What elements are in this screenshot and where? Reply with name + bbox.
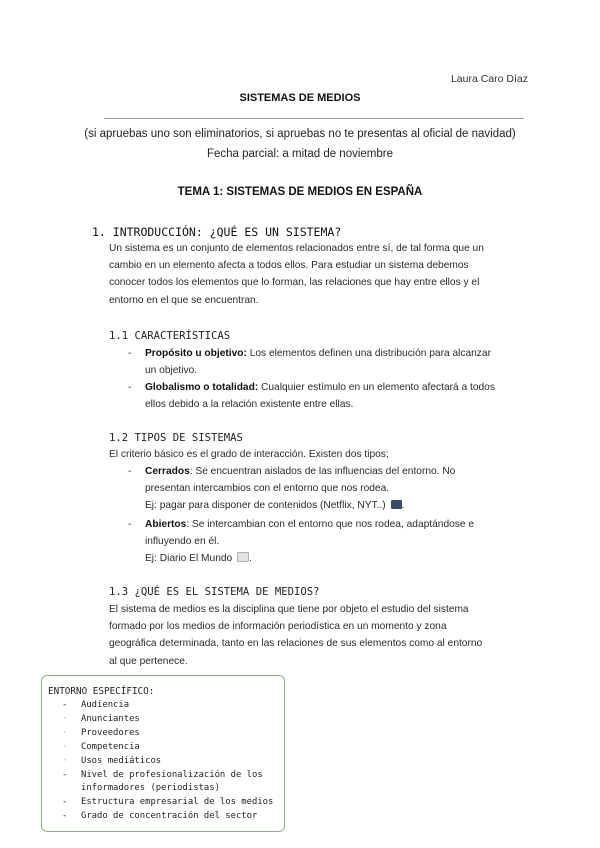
- section-1-heading: 1. INTRODUCCIÓN: ¿QUÉ ES UN SISTEMA?: [92, 225, 342, 239]
- bullet-label: Abiertos: [145, 519, 187, 530]
- document-title: SISTEMAS DE MEDIOS: [239, 92, 361, 104]
- entorno-item-text: Proveedores: [81, 727, 140, 738]
- paragraph-line: cambio en un elemento afecta a todos ellos. Para estudiar un sistema debemos: [109, 260, 469, 272]
- section-1-3-heading: 1.3 ¿QUÉ ES EL SISTEMA DE MEDIOS?: [109, 586, 320, 598]
- list-marker: -: [62, 700, 68, 710]
- exam-note: (si apruebas uno son eliminatorios, si apruebas no te presentas al oficial de navidad): [84, 128, 516, 140]
- exam-date: Fecha parcial: a mitad de noviembre: [206, 148, 393, 160]
- entorno-item-text: Nivel de profesionalización de los: [81, 769, 263, 780]
- bullet-label: Propósito u objetivo:: [145, 348, 247, 359]
- tema-heading: TEMA 1: SISTEMAS DE MEDIOS EN ESPAÑA: [177, 186, 423, 198]
- bullet-globalismo: [128, 379, 495, 413]
- television-icon: [391, 500, 402, 509]
- entorno-item: [62, 782, 273, 796]
- dash-marker: -: [128, 348, 132, 359]
- bullet-example: Ej: Diario El Mundo: [145, 553, 233, 565]
- bullet-continuation: influyendo en él.: [145, 536, 220, 548]
- bullet-text: : Se intercambian con el entorno que nos rodea, adaptándose e: [186, 519, 475, 530]
- entorno-item-text: Grado de concentración del sector: [81, 811, 258, 822]
- list-marker: ·: [62, 727, 68, 738]
- bullet-continuation: presentan intercambios con el entorno que nos rodea.: [145, 483, 390, 495]
- bullet-text: Cualquier estímulo en un elemento afectará a todos: [258, 382, 495, 393]
- entorno-item: [62, 810, 273, 824]
- paragraph-line: geográfica determinada, tanto en las relaciones de sus elementos como al entorno: [109, 638, 483, 650]
- entorno-item: [62, 727, 273, 741]
- entorno-item-text: Competencia: [81, 741, 140, 752]
- list-marker: -: [62, 811, 68, 822]
- dash-marker: -: [128, 382, 132, 393]
- title-divider: [104, 118, 524, 119]
- period: .: [401, 500, 405, 512]
- paragraph-line: entorno en el que se encuentran.: [109, 294, 259, 306]
- paragraph-line: conocer todos los elementos que lo forman, las relaciones que hay entre ellos y el: [109, 277, 480, 289]
- entorno-item: [62, 699, 273, 713]
- paragraph-line: al que pertenece.: [109, 655, 188, 667]
- section-1-paragraph: [109, 240, 484, 309]
- bullet-proposito: [128, 345, 491, 379]
- bullet-continuation: un objetivo.: [145, 365, 198, 377]
- list-marker: -: [62, 797, 68, 808]
- entorno-item: [62, 769, 273, 783]
- list-marker: ·: [62, 741, 68, 752]
- list-marker: -: [62, 769, 68, 780]
- period: .: [249, 553, 252, 565]
- dash-marker: -: [128, 466, 132, 477]
- bullet-text: Los elementos definen una distribución para alcanzar: [246, 348, 491, 359]
- list-marker: ·: [62, 755, 68, 766]
- entorno-item-text: Anunciantes: [81, 713, 140, 724]
- dash-marker: -: [128, 519, 132, 530]
- list-marker: ·: [62, 713, 68, 724]
- paragraph-line: El sistema de medios es la disciplina que tiene por objeto el estudio del sistema: [109, 604, 469, 615]
- entorno-item-text: informadores (periodistas): [81, 783, 220, 794]
- bullet-text: : Se encuentran aislados de las influencias del entorno. No: [189, 466, 456, 477]
- entorno-item: [62, 741, 273, 755]
- entorno-item: [62, 796, 273, 810]
- entorno-item: [62, 713, 273, 727]
- entorno-item-text: Estructura empresarial de los medios: [81, 797, 274, 808]
- bullet-example: Ej: pagar para disponer de contenidos (Netflix, NYT..): [145, 500, 386, 512]
- entorno-item: [62, 755, 273, 769]
- bullet-abiertos: [128, 516, 475, 568]
- entorno-title: ENTORNO ESPECÍFICO:: [48, 686, 155, 697]
- paragraph-line: formado por los medios de información periodística en un momento y zona: [109, 621, 447, 633]
- entorno-item-text: Audiencia: [81, 700, 130, 710]
- author-name: Laura Caro Díaz: [450, 73, 528, 85]
- newspaper-icon: [237, 552, 249, 562]
- entorno-list: [62, 699, 273, 824]
- bullet-label: Cerrados: [145, 466, 190, 477]
- bullet-cerrados: [128, 463, 456, 515]
- section-1-1-heading: 1.1 CARACTERÍSTICAS: [109, 330, 231, 342]
- bullet-continuation: ellos debido a la relación existente entre ellas.: [145, 399, 354, 411]
- section-1-2-intro: El criterio básico es el grado de interacción. Existen dos tipos;: [109, 449, 389, 460]
- paragraph-line: Un sistema es un conjunto de elementos relacionados entre sí, de tal forma que un: [109, 243, 484, 254]
- bullet-label: Globalismo o totalidad:: [145, 382, 259, 393]
- section-1-2-heading: 1.2 TIPOS DE SISTEMAS: [109, 432, 243, 444]
- entorno-item-text: Usos mediáticos: [81, 755, 162, 766]
- section-1-3-paragraph: [109, 601, 482, 670]
